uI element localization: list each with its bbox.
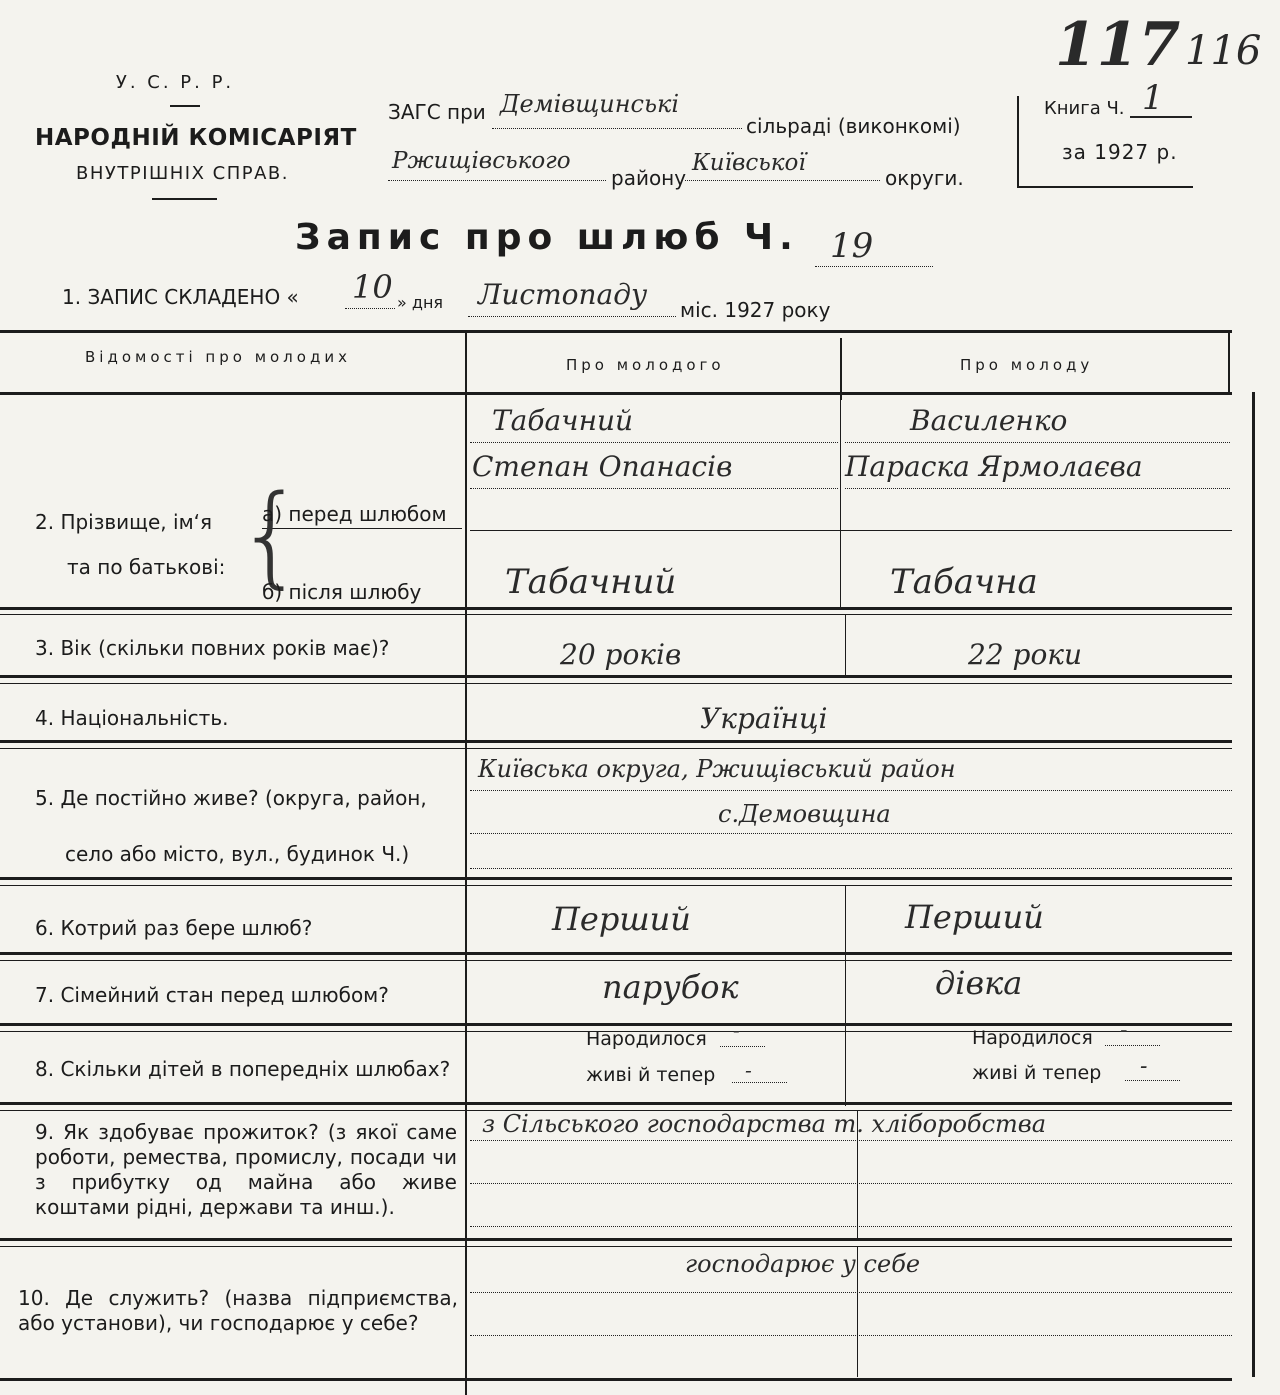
table-top-rule xyxy=(0,330,1232,333)
employment: господарює у себе xyxy=(685,1250,921,1278)
row5-label-2: село або місто, вул., будинок Ч.) xyxy=(65,842,410,866)
fill-line xyxy=(685,180,880,181)
fill-line xyxy=(732,1082,787,1083)
zags-value: Демівщинські xyxy=(500,90,680,118)
page-title: Запис про шлюб Ч. xyxy=(295,217,799,258)
record-month: Листопаду xyxy=(478,278,648,311)
row-rule-thin xyxy=(0,683,1232,684)
fill-line xyxy=(470,868,1232,869)
fill-line xyxy=(470,1226,1232,1227)
commissariat-subtitle: ВНУТРІШНІХ СПРАВ. xyxy=(76,163,289,184)
divider xyxy=(170,105,200,107)
row5-label-1: 5. Де постійно живе? (округа, район, xyxy=(35,786,427,810)
row8-label: 8. Скільки дітей в попередніх шлюбах? xyxy=(35,1057,451,1081)
row-rule xyxy=(0,1102,1232,1105)
row2-label-1: 2. Прізвище, ім‘я xyxy=(35,510,213,534)
okruha-label: округи. xyxy=(885,166,964,190)
zags-prefix: ЗАГС при xyxy=(388,100,486,124)
groom-name-before: Степан Опанасів xyxy=(472,450,733,483)
table-right-border xyxy=(1252,392,1255,1377)
row-rule xyxy=(0,1023,1232,1026)
fill-line xyxy=(1105,1045,1160,1046)
groom-marital-status: парубок xyxy=(602,968,739,1006)
fill-line xyxy=(470,1140,1232,1141)
zags-suffix: сільраді (виконкомі) xyxy=(746,114,961,138)
column-divider-right xyxy=(1228,332,1230,392)
bride-marital-status: дівка xyxy=(935,964,1023,1002)
groom-alive-label: живі й тепер xyxy=(586,1064,716,1086)
fill-line xyxy=(470,442,838,443)
row-rule xyxy=(0,1378,1232,1381)
fill-line xyxy=(345,308,395,309)
row-rule xyxy=(0,1238,1232,1241)
bride-age: 22 роки xyxy=(968,638,1083,671)
fill-line xyxy=(468,316,676,317)
republic-abbr: У. С. Р. Р. xyxy=(115,72,235,93)
fill-line xyxy=(720,1046,765,1047)
book-label: Книга Ч. xyxy=(1044,98,1125,119)
col-header-groom: Про молодого xyxy=(566,356,725,374)
divider xyxy=(152,198,217,200)
row-rule-thin xyxy=(0,885,1232,886)
nationality: Українці xyxy=(700,702,828,735)
bride-born-label: Народилося xyxy=(972,1027,1093,1049)
okruha-value: Київської xyxy=(692,150,806,176)
groom-alive-value: - xyxy=(745,1058,752,1082)
row2-label-2: та по батькові: xyxy=(67,555,226,579)
row-rule-thin xyxy=(0,614,1232,615)
fill-line xyxy=(470,790,1232,791)
record-number: 19 xyxy=(830,226,874,266)
fill-line xyxy=(470,1335,1232,1336)
column-divider-2 xyxy=(845,886,846,1106)
record-suffix: міс. 1927 року xyxy=(680,298,831,322)
row-rule xyxy=(0,607,1232,610)
corner-number-b: 116 xyxy=(1185,28,1262,74)
bride-alive-value: - xyxy=(1140,1054,1148,1079)
column-divider-2 xyxy=(840,338,842,400)
fill-line xyxy=(845,442,1230,443)
row-rule xyxy=(0,675,1232,678)
raion-label: району xyxy=(611,166,687,190)
bride-surname-before: Василенко xyxy=(910,404,1068,437)
col-header-bride: Про молоду xyxy=(960,356,1094,374)
book-box-left xyxy=(1017,96,1019,188)
bride-marriage-count: Перший xyxy=(905,898,1044,936)
row-rule xyxy=(0,877,1232,880)
book-year: за 1927 р. xyxy=(1062,140,1178,164)
row7-label: 7. Сімейний стан перед шлюбом? xyxy=(35,983,389,1007)
row10-label: 10. Де служить? (назва підприємства, або установи), чи господарює у себе? xyxy=(18,1286,458,1335)
groom-surname-after: Табачний xyxy=(505,562,677,602)
row-rule-thin xyxy=(0,960,1232,961)
column-divider-2 xyxy=(845,615,846,677)
book-value: 1 xyxy=(1142,78,1164,118)
row3-label: 3. Вік (скільки повних років має)? xyxy=(35,636,390,660)
groom-marriage-count: Перший xyxy=(552,900,691,938)
bride-name-before: Параска Ярмолаєва xyxy=(845,450,1143,483)
fill-line xyxy=(470,833,1232,834)
column-divider-1 xyxy=(465,330,467,1395)
commissariat-title: НАРОДНІЙ КОМІСАРІЯТ xyxy=(35,125,357,151)
fill-line xyxy=(1125,1080,1180,1081)
residence-line-1: Київська округа, Ржищівський район xyxy=(478,755,956,783)
groom-born-value: - xyxy=(733,1018,740,1042)
col-header-info: Відомості про молодих xyxy=(85,348,351,366)
record-mid: » дня xyxy=(397,293,444,312)
record-day: 10 xyxy=(352,268,393,306)
record-prefix: 1. ЗАПИС СКЛАДЕНО « xyxy=(62,285,299,309)
row-rule-thin xyxy=(0,1246,1232,1247)
row9-label: 9. Як здобуває прожиток? (з якої саме роботи, ремества, промислу, посади чи з прибутку од майна або живе коштами рідні, держави та инш.). xyxy=(35,1120,457,1219)
raion-value: Ржищівського xyxy=(392,148,571,174)
fill-line xyxy=(388,180,606,181)
row2-sub-a: а) перед шлюбом xyxy=(262,502,447,526)
groom-born-label: Народилося xyxy=(586,1028,707,1050)
residence-line-2: с.Демовщина xyxy=(718,800,891,828)
groom-age: 20 років xyxy=(560,638,682,671)
bride-born-value: - xyxy=(1120,1018,1128,1043)
row2-sub-b: б) після шлюбу xyxy=(262,580,422,604)
row-rule-thin xyxy=(0,748,1232,749)
book-box-bottom xyxy=(1017,186,1193,188)
row-rule xyxy=(0,740,1232,743)
fill-line xyxy=(815,266,933,267)
row-sub-rule xyxy=(470,530,1232,531)
fill-line xyxy=(492,128,742,129)
row6-label: 6. Котрий раз бере шлюб? xyxy=(35,916,313,940)
brace: { xyxy=(236,471,306,599)
bride-surname-after: Табачна xyxy=(890,562,1038,602)
table-header-rule xyxy=(0,392,1232,395)
livelihood: з Сільського господарства т. хліборобства xyxy=(482,1110,1047,1138)
bride-alive-label: живі й тепер xyxy=(972,1062,1102,1084)
fill-line xyxy=(470,1292,1232,1293)
row4-label: 4. Національність. xyxy=(35,706,229,730)
fill-line xyxy=(470,1183,1232,1184)
groom-surname-before: Табачний xyxy=(492,404,634,437)
fill-line xyxy=(470,488,838,489)
column-divider-2 xyxy=(840,400,841,608)
corner-number-a: 117 xyxy=(1055,10,1181,80)
fill-line xyxy=(845,488,1230,489)
row-rule xyxy=(0,952,1232,955)
